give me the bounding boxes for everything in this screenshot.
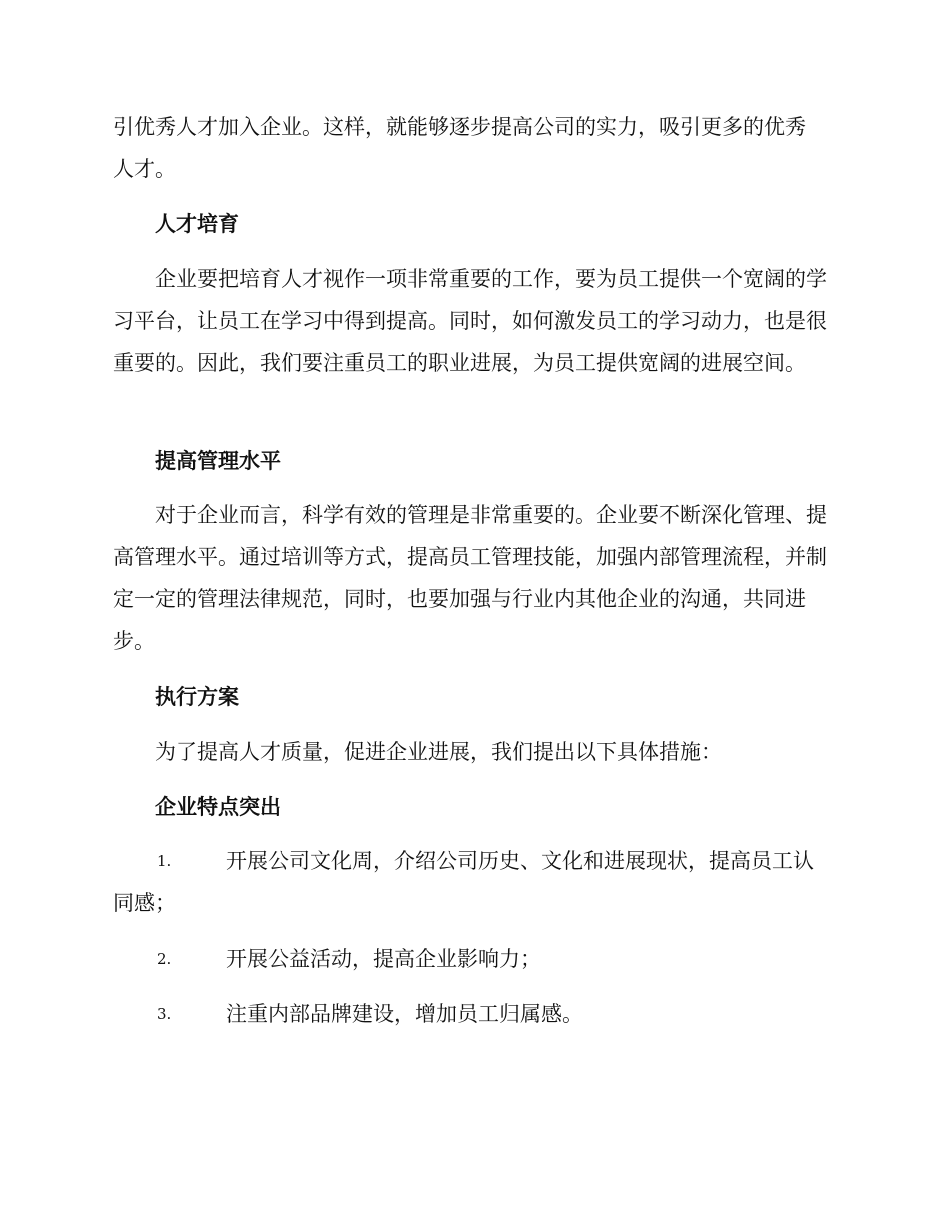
list-item [113,993,835,1035]
paragraph-talent-training: 企业要把培育人才视作一项非常重要的工作，要为员工提供一个宽阔的学习平台，让员工在学习中得到提高。同时，如何激发员工的学习动力，也是很重要的。因此，我们要注重员工的职业进展，为员工提供宽阔的进展空间。 [113,267,827,375]
heading-enterprise-features: 企业特点突出 [155,795,281,819]
list-text-line-1: 开展公益活动，提高企业影响力； [226,947,541,971]
intro-line-2: 人才。 [113,157,176,181]
list-number: 1. [157,852,172,870]
intro-paragraph [113,106,835,190]
list-number: 2. [157,950,172,968]
list-item [113,938,835,980]
list-text-continuation: 同感； [113,891,176,915]
heading-talent-training: 人才培育 [155,212,239,236]
heading-execution-plan: 执行方案 [155,685,239,709]
heading-management: 提高管理水平 [155,449,281,473]
list-text-line-1: 注重内部品牌建设，增加员工归属感。 [226,1002,583,1026]
intro-line-1: 引优秀人才加入企业。这样，就能够逐步提高公司的实力，吸引更多的优秀 [113,115,806,139]
paragraph-execution-plan: 为了提高人才质量，促进企业进展，我们提出以下具体措施： [155,740,722,764]
paragraph-management: 对于企业而言，科学有效的管理是非常重要的。企业要不断深化管理、提高管理水平。通过培训等方式，提高员工管理技能，加强内部管理流程，并制定一定的管理法律规范，同时，也要加强与行业内其他企业的沟通，共同进步。 [113,503,827,653]
list-text-line-1: 开展公司文化周，介绍公司历史、文化和进展现状，提高员工认 [226,849,814,873]
list-number: 3. [157,1005,172,1023]
list-item [113,840,835,924]
